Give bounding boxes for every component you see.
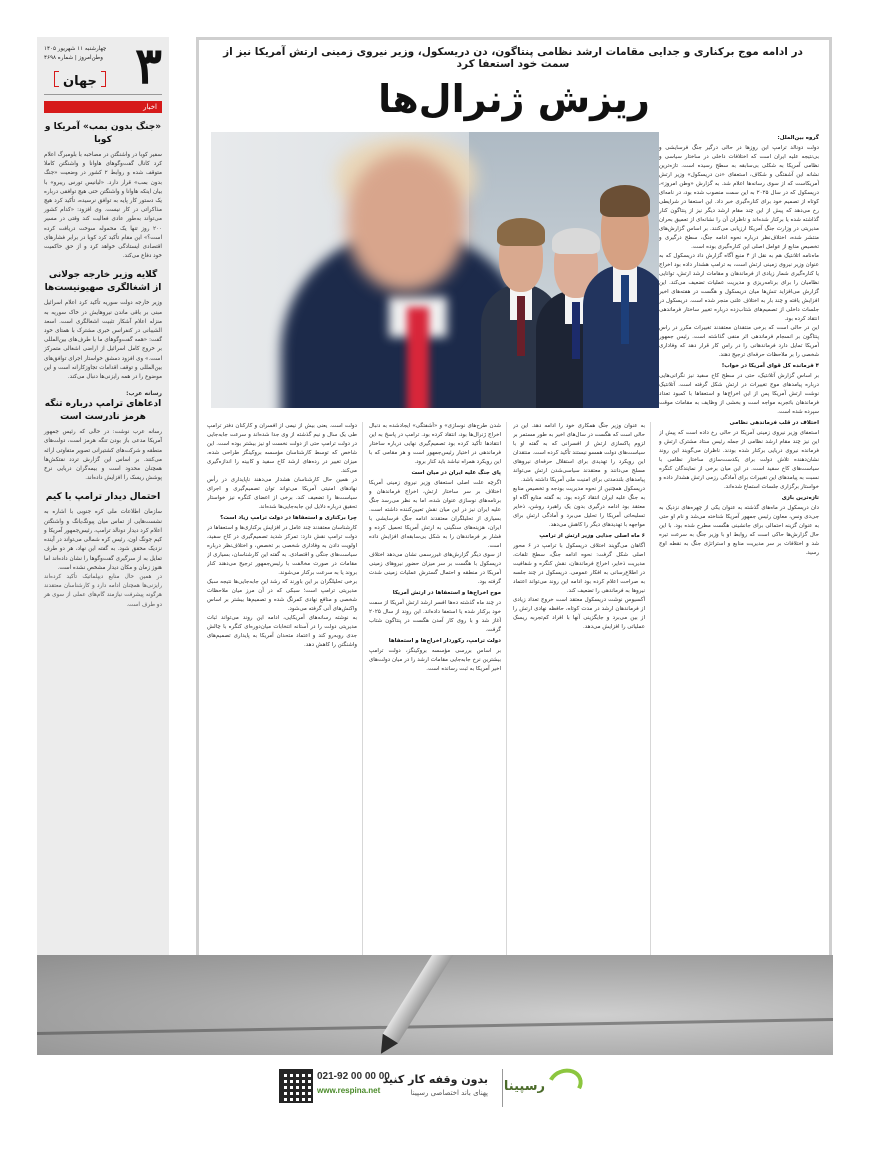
ad-tagline-main: بدون وقفه کار کنید: [382, 1073, 488, 1086]
ad-website-link[interactable]: www.respina.net: [317, 1086, 381, 1095]
article-headline: ریزش ژنرال‌ها: [378, 77, 650, 121]
column-paragraph: دولت است. یعنی بیش از نیمی از افسران و کارکنان دفتر ترامپ طی یک سال و نیم گذشته از وی جدا شده‌اند و سرعت جابه‌جایی در دولت ترامپ حتی از دولت نخست او نیز بیشتر بوده است. این شاخص که توسط کارشناسان مؤسسه بروکینگز طراحی شده، میزان تغییر در رده‌های ارشد کاخ سفید و کابینه را اندازه‌گیری می‌کند.: [207, 423, 357, 474]
article-photo: [211, 132, 659, 408]
column-paragraph: آکسیوس نوشت دریسکول معتقد است خروج تعداد زیادی از فرماندهان ارشد در مدت کوتاه، حافظه نهادی ارتش را از بین می‌برد و جایگزینی آنها با افراد کم‌تجربه ریسک عملیاتی را افزایش می‌دهد.: [513, 597, 645, 630]
column-divider: [650, 422, 651, 1030]
article-column: [369, 422, 501, 1030]
column-subheading: پای جنگ علیه ایران در میان است: [411, 470, 501, 476]
tie: [621, 275, 629, 344]
ad-info-bar: [37, 1055, 833, 1123]
column-paragraph: از سوی دیگر گزارش‌های غیررسمی نشان می‌دهد اختلاف دریسکول با هگست بر سر میزان حضور نیروهای زمینی آمریکا در منطقه و احتمال گسترش عملیات زمینی شدت گرفته بود.: [369, 552, 501, 585]
brand-name: رسپینا: [503, 1079, 545, 1094]
column-paragraph: شدن طرح‌های نوسازی» و «آشفتگی» ایجادشده به دنبال اخراج ژنرال‌ها بود، انتقاد کرده بود. ترامپ در پاسخ به این انتقادها تأکید کرده بود تصمیم‌گیری نهایی درباره ساختار فرماندهی در اختیار رئیس‌جمهور است و هر مقامی که با این رویکرد همراه نباشد باید کنار برود.: [369, 423, 501, 465]
side-story-body: سازمان اطلاعات ملی کره جنوبی با اشاره به نشست‌هایی از تماس میان پیونگ‌یانگ و واشنگتن اعلام کرد دیدار دونالد ترامپ، رئیس‌جمهور آمریکا و کیم جونگ اون، رئیس کره شمالی می‌تواند در آینده نزدیک محقق شود. به گفته این نهاد، هر دو طرف تمایل به از سرگیری گفت‌وگوها را نشان داده‌اند اما هنوز زمان و مکان دیدار مشخص نشده است.: [44, 509, 162, 571]
column-paragraph: دریسکول همچنین از نحوه مدیریت بودجه و تخصیص منابع به جنگ علیه ایران انتقاد کرده بود. به گفته منابع آگاه او معتقد بود ادامه درگیری بدون یک راهبرد روشن، ذخایر تسلیحاتی آمریکا را تحلیل می‌برد و آمادگی ارتش برای مواجهه با تهدیدهای دیگر را کاهش می‌دهد.: [513, 486, 645, 528]
side-story: [44, 121, 162, 261]
side-story-body: وزیر خارجه دولت سوریه تأکید کرد اعلام اسرائیل مبنی بر باقی ماندن نیروهایش در خاک سوریه به منزله اعلام آشکار تثبیت اشغالگری است. اسعد الشیبانی در کنفرانس خبری مشترک با همتای خود گفت: «همه گفت‌وگوهای ما با طرف‌های بین‌المللی بر خروج کامل اسرائیل از اراضی اشغالی متمرکز است.» وی افزود دمشق خواستار اجرای توافق‌های بین‌المللی و توقف اقدامات تجاوزکارانه است و این موضوع را در همه رایزنی‌ها دنبال می‌کند.: [44, 300, 162, 381]
column-paragraph: بر اساس بررسی مؤسسه بروکینگز، دولت ترامپ بیشترین نرخ جابه‌جایی مقامات ارشد را در میان دولت‌های اخیر آمریکا به ثبت رسانده است.: [369, 648, 501, 672]
column-paragraph: کارشناسان معتقدند چند عامل در افزایش برکناری‌ها و استعفاها در دولت ترامپ نقش دارد: تمرکز شدید تصمیم‌گیری در کاخ سفید، اولویت دادن به وفاداری شخصی بر تخصص، و اختلاف‌نظر درباره سیاست‌های جنگی و اقتصادی. به گفته این کارشناسان، بسیاری از مقامات در صورت مخالفت با رئیس‌جمهور ترجیح می‌دهند کنار بروند یا به سرعت برکنار می‌شوند.: [207, 525, 357, 576]
side-story-kicker: رسانه عرب:: [126, 390, 162, 398]
side-story: [44, 269, 162, 382]
photo-blurred-head: [346, 152, 466, 292]
article-column: [207, 422, 357, 1030]
side-story-body: سفیر کوبا در واشنگتن در مصاحبه با بلومبرگ اعلام کرد کانال گفت‌وگوهای هاوانا و واشنگتن کاملا متوقف شده و روابط ۲ کشور در وضعیت «جنگ بدون بمب» قرار دارد. «لیانیس تورس ریبرو» با بیان اینکه هاوانا و واشنگتن حتی هیچ توافقی درباره یک دستور کار پایه به توافق نرسیده، تأکید کرد هیچ مذاکراتی در کار نیست. وی افزود: «کدام کشور می‌تواند به‌طور عادی فعالیت کند وقتی در مسیر ۲۰۰ روز تنها یک محموله سوخت دریافت کرده است؟» این مقام تأکید کرد کوبا در برابر فشارهای اقتصادی ایستادگی خواهد کرد و از حق حاکمیت خود دفاع می‌کند.: [44, 152, 162, 260]
ad-crack-line: [37, 1018, 833, 1035]
column-paragraph: این در حالی است که برخی منتقدان معتقدند تغییرات مکرر در راس پنتاگون بر انسجام فرماندهی اثر منفی گذاشته است. رئیس جمهور آمریکا تمایل دارد فرماندهانی را در راس کار قرار دهد که وفاداری شخصی را بر ملاحظات حرفه‌ای ترجیح دهند.: [659, 325, 819, 358]
advertisement[interactable]: [37, 955, 833, 1123]
column-subheading: ۴ فرمانده کل قوای آمریکا در خواب!: [721, 363, 819, 369]
column-paragraph: به نوشته رسانه‌های آمریکایی، ادامه این روند می‌تواند ثبات مدیریتی دولت را در آستانه انتخابات میان‌دوره‌ای کنگره با چالش جدی روبه‌رو کند و اعتماد متحدان آمریکا به پایداری تصمیم‌های واشنگتن را کاهش دهد.: [207, 615, 357, 648]
ad-artwork: [37, 955, 833, 1055]
column-subheading: اختلاف در قلب فرماندهی نظامی: [729, 420, 819, 426]
column-paragraph: به عنوان وزیر جنگ همکاری خود را ادامه دهد. این در حالی است که هگست در سال‌های اخیر به طور مستمر بر لزوم پاکسازی ارتش از افسرانی که به گفته او با سیاست‌های دولت همسو نیستند تأکید کرده است. منتقدان این رویکرد را تهدیدی برای استقلال حرفه‌ای نیروهای مسلح می‌دانند و معتقدند سیاسی‌شدن ارتش می‌تواند پیامدهای بلندمدتی برای امنیت ملی آمریکا داشته باشد.: [513, 423, 645, 483]
column-paragraph: اگرچه علت اصلی استعفای وزیر نیروی زمینی آمریکا اختلاف بر سر ساختار ارتش، اخراج فرماندهان و برنامه‌های نوسازی عنوان شده، اما به نظر می‌رسد جنگ علیه ایران نیز در این میان نقش تعیین‌کننده داشته است. بسیاری از تحلیلگران معتقدند ادامه جنگ فرسایشی با ایران، هزینه‌های سنگینی به ارتش آمریکا تحمیل کرده و فشار بر فرماندهان را به شکل بی‌سابقه‌ای افزایش داده است.: [369, 480, 501, 549]
article-lead: در ادامه موج برکناری و جدایی مقامات ارشد نظامی پنتاگون، دن دریسکول، وزیر نیروی زمینی ارتش آمریکا نیز از سمت خود استعفا کرد: [223, 46, 803, 70]
tie: [517, 296, 525, 356]
column-paragraph: بر اساس گزارش آتلانتیک، حتی در سطح کاخ سفید نیز نگرانی‌هایی درباره پیامدهای موج تغییرات در ارتش شکل گرفته است. آتلانتیک نوشت ارتش آمریکا پس از این اخراج‌ها و استعفاها با کمبود تعداد فرماندهان باتجربه مواجه است و بخشی از وظایف به مقامات موقت سپرده شده است.: [659, 373, 819, 415]
column-paragraph: در همین حال کارشناسان هشدار می‌دهند ناپایداری در رأس نهادهای امنیتی آمریکا می‌تواند توان تصمیم‌گیری و اجرای سیاست‌ها را تضعیف کند. برخی از اعضای کنگره نیز خواستار تحقیق درباره دلایل این جابه‌جایی‌ها شده‌اند.: [207, 477, 357, 510]
column-subheading: تازه‌ترین بازی: [781, 495, 819, 501]
main-article: [196, 37, 832, 1047]
side-story: [44, 491, 162, 572]
side-story-title: «جنگ بدون بمب» آمریکا و کوبا: [44, 122, 162, 145]
column-subheading: موج اخراج‌ها و استعفاها در ارتش آمریکا: [392, 590, 501, 596]
column-paragraph: دان دریسکول در ماه‌های گذشته به عنوان یکی از چهره‌های نزدیک به جی‌دی ونس، معاون رئیس جمهور آمریکا شناخته می‌شد و نام او حتی به عنوان گزینه احتمالی برای جانشینی هگست مطرح شده بود. با این حال گزارش‌ها حاکی است که روابط او با وزیر جنگ به سرعت تیره شد و اختلافات بر سر مدیریت منابع و استراتژی جنگ به نقطه اوج رسید.: [659, 505, 819, 556]
column-divider: [506, 422, 507, 1030]
photo-blurred-tie: [407, 307, 429, 408]
section-title: جهان: [50, 71, 110, 89]
swoosh-icon: [543, 1064, 587, 1105]
side-story-title: گلایه وزیر خارجه جولانی از اشغالگری صهیونیست‌ها: [44, 270, 162, 294]
photo-person: [583, 178, 659, 408]
column-subheading: دولت ترامپ، رکوردار اخراج‌ها و استعفاها: [388, 638, 501, 644]
issue-number: وطن‌امروز | شماره ۴۶۹۸: [44, 55, 103, 61]
column-paragraph: دولت دونالد ترامپ این روزها در حالی درگیر جنگ فرسایشی و بی‌نتیجه علیه ایران است که اختلافات داخلی در ساختار سیاسی و نظامی آمریکا به شکلی بی‌سابقه به سطح رسیده است. تازه‌ترین نشانه این آشفتگی و شکاف، استعفای «دن دریسکول» وزیر ارتش آمریکاست که از سوی رسانه‌ها اعلام شد. به گزارش «وطن امروز»، دریسکول که در سال ۲۰۲۵ به این سمت منصوب شده بود، در نامه‌ای کوتاه از تصمیم خود برای کناره‌گیری خبر داد. این استعفا در شرایطی رخ می‌دهد که پیش از این چند مقام ارشد دیگر نیز از پنتاگون کنار گذاشته شده یا برکنار شده‌اند و ناظران آن را نشانه‌ای از تعمیق بحران مدیریتی در وزارت جنگ آمریکا ارزیابی می‌کنند. بر اساس گزارش‌های منتشر شده، اختلاف‌نظر درباره نحوه ادامه جنگ، سطح درگیری و تخصیص منابع از عوامل اصلی این کناره‌گیری بوده است.: [659, 145, 819, 250]
qr-code-icon[interactable]: [279, 1069, 313, 1103]
tie: [572, 302, 580, 359]
page-masthead: [44, 37, 162, 95]
news-sidebar: [37, 37, 169, 1047]
column-paragraph: برخی تحلیلگران بر این باورند که رشد این جابه‌جایی‌ها نتیجه سبک مدیریتی ترامپ است؛ سبکی که در آن مرز میان ملاحظات شخصی و منافع نهادی کمرنگ شده و تصمیم‌ها بیشتر بر اساس واکنش‌های آنی گرفته می‌شود.: [207, 579, 357, 612]
side-filler-text: در همین حال منابع دیپلماتیک تأکید کرده‌اند رایزنی‌ها همچنان ادامه دارد و کارشناسان معتقدند هرگونه پیشرفت نیازمند گام‌های عملی از سوی هر دو طرف است.: [44, 573, 162, 608]
brand-logo: [503, 1069, 583, 1105]
ad-contact: [317, 1071, 437, 1095]
side-story-title: احتمال دیدار ترامپ با کیم: [45, 492, 161, 503]
date-line: [44, 45, 134, 63]
column-paragraph: استعفای وزیر نیروی زمینی آمریکا در حالی رخ داده است که پیش از این نیز چند مقام ارشد نظامی از جمله رئیس ستاد مشترک ارتش و فرمانده نیروی دریایی برکنار شده بودند. ناظران می‌گویند این روند نشان‌دهنده تلاش دولت برای یکدست‌سازی ساختار نظامی با سیاست‌های کاخ سفید است. در این میان برخی از نمایندگان کنگره نسبت به پیامدهای این تغییرات برای آمادگی رزمی ارتش هشدار داده و خواستار برگزاری جلسات استماع شده‌اند.: [659, 430, 819, 490]
hair: [600, 185, 650, 217]
side-story: [44, 390, 162, 483]
side-story-title: ادعاهای ترامپ درباره تنگه هرمز نادرست است: [44, 399, 162, 423]
article-column: [659, 132, 819, 1030]
news-tag: اخبار: [44, 101, 162, 113]
column-divider: [362, 422, 363, 1030]
column-subheading: گروه بین‌الملل:: [777, 135, 819, 141]
ad-separator: [502, 1069, 503, 1107]
column-paragraph: در چند ماه گذشته ده‌ها افسر ارشد ارتش آمریکا از سمت خود برکنار شده یا استعفا داده‌اند. این روند از سال ۲۰۲۵ آغاز شد و با روی کار آمدن هگست در پنتاگون شتاب گرفت.: [369, 600, 501, 633]
issue-date: چهارشنبه ۱۱ شهریور ۱۴۰۵: [44, 46, 107, 52]
column-subheading: چرا برکناری و استعفاها در دولت ترامپ زیاد است؟: [220, 515, 357, 521]
page-number: ۳: [135, 37, 162, 95]
column-paragraph: ماه‌نامه اتلانتیک هم به نقل از ۴ منبع آگاه گزارش داد دریسکول که به عنوان وزیر نیروی زمینی ارتش است، به ترامپ هشدار داده بود اخراج یا کناره‌گیری شمار زیادی از فرماندهان و مقامات ارشد ارتش، توانایی نظامیان را برای برنامه‌ریزی و مدیریت عملیات تضعیف می‌کند. این گزارش می‌افزاید تنش‌ها میان دریسکول و هگست در هفته‌های اخیر افزایش یافته و چند بار به اختلاف علنی منجر شده است. دریسکول در جلسات داخلی از تصمیم‌های شتاب‌زده درباره تغییر ساختار فرماندهی انتقاد کرده بود.: [659, 253, 819, 322]
article-column: [513, 422, 645, 1030]
column-paragraph: آگاهان می‌گویند اختلاف دریسکول با ترامپ در ۶ محور اصلی شکل گرفت: نحوه ادامه جنگ، سطح تلفات، مدیریت ذخایر، اخراج فرماندهان، نقش کنگره و شفافیت در اطلاع‌رسانی به افکار عمومی. دریسکول در چند جلسه به صراحت اعلام کرده بود ادامه این روند می‌تواند اعتماد نیروها به فرماندهی را تضعیف کند.: [513, 543, 645, 594]
column-subheading: ۶ ماه اصلی جدایی وزیر ارتش از ترامپ: [539, 533, 645, 539]
ad-tagline-sub: پهنای باند اختصاصی رسپینا: [410, 1089, 488, 1097]
pencil-icon: [383, 955, 472, 1043]
ad-phone[interactable]: 021-92 00 00 00: [317, 1071, 390, 1082]
side-story-body: رسانه عرب نوشت: در حالی که رئیس جمهور آمریکا مدعی باز بودن تنگه هرمز است، دولت‌های منطقه و شرکت‌های کشتیرانی تصویر متفاوتی ارائه می‌کنند. بر اساس این گزارش تردد نفتکش‌ها همچنان محدود است و بیمه‌گران دریایی نرخ پوشش ریسک را افزایش داده‌اند.: [44, 429, 162, 482]
